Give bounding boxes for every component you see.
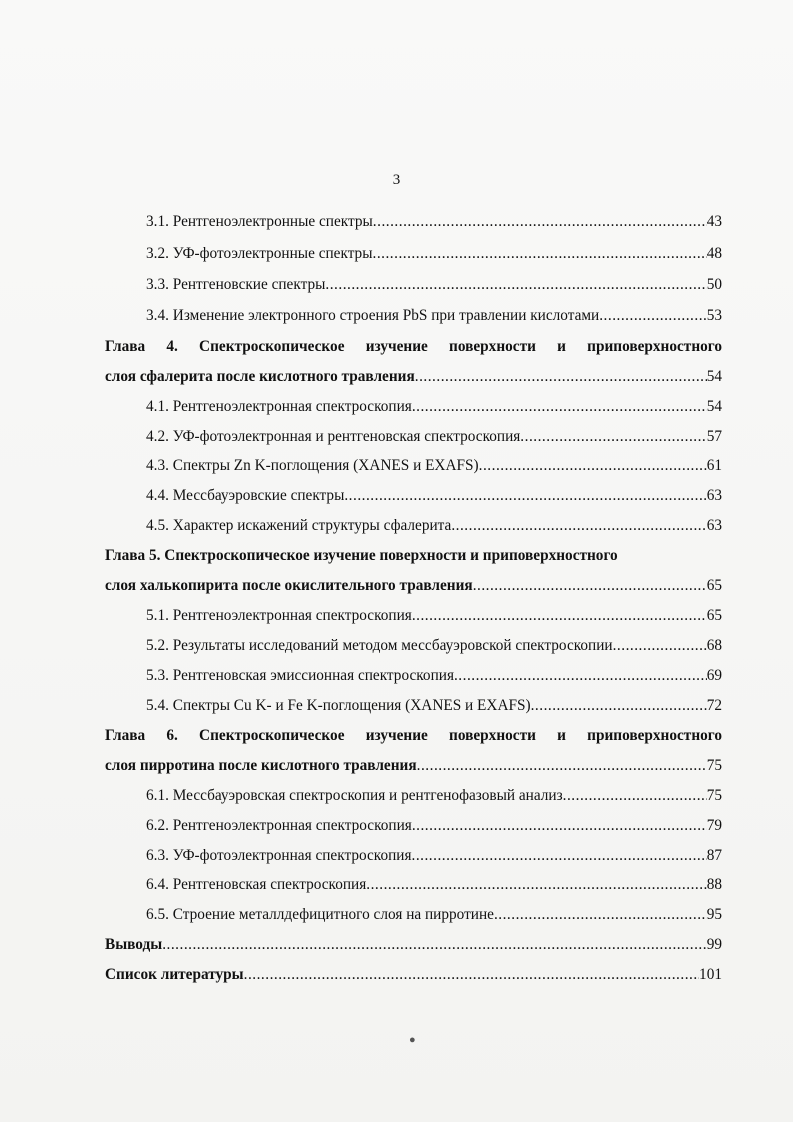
- toc-entry-label: слоя пирротина после кислотного травления: [105, 757, 417, 774]
- toc-entry-3-1[interactable]: [146, 210, 722, 234]
- toc-entry-page: 65: [706, 607, 722, 624]
- toc-entry-conclusions[interactable]: [105, 933, 722, 957]
- toc-entry-6-3[interactable]: [146, 844, 722, 868]
- toc-entry-page: 63: [706, 487, 722, 504]
- toc-entry-label: 6.5. Строение металлдефицитного слоя на пирротине: [146, 906, 494, 923]
- chapter-6-title-line1[interactable]: Глава 6. Спектроскопическое изучение поверхности и приповерхностного: [105, 727, 722, 744]
- toc-entry-3-4[interactable]: [146, 304, 722, 328]
- toc-entry-page: 65: [706, 577, 722, 594]
- toc-entry-3-3[interactable]: [146, 273, 722, 297]
- toc-entry-page: 75: [706, 757, 722, 774]
- chapter-4-title-line1[interactable]: Глава 4. Спектроскопическое изучение поверхности и приповерхностного: [105, 338, 722, 355]
- toc-entry-label: Список литературы: [105, 966, 244, 983]
- toc-entry-label: 3.3. Рентгеновские спектры: [146, 276, 326, 293]
- toc-entry-page: 72: [706, 697, 722, 714]
- scan-mark-icon: ●: [409, 1034, 416, 1046]
- toc-entry-label: 4.3. Спектры Zn K-поглощения (XANES и EXAFS): [146, 457, 479, 474]
- toc-entry-label: 6.1. Мессбауэровская спектроскопия и рентгенофазовый анализ: [146, 787, 563, 804]
- toc-entry-4-4[interactable]: [146, 484, 722, 508]
- toc-entry-label: 5.2. Результаты исследований методом мессбауэровской спектроскопии: [146, 637, 613, 654]
- chapter-4-title-line2[interactable]: [105, 365, 722, 389]
- toc-entry-6-5[interactable]: [146, 903, 722, 927]
- toc-entry-page: 54: [706, 398, 722, 415]
- toc-entry-page: 88: [706, 876, 722, 893]
- toc-entry-label: 3.1. Рентгеноэлектронные спектры: [146, 213, 373, 230]
- toc-entry-page: 57: [706, 428, 722, 445]
- toc-entry-5-4[interactable]: [146, 694, 722, 718]
- toc-entry-label: 6.3. УФ-фотоэлектронная спектроскопия: [146, 847, 412, 864]
- toc-entry-page: 79: [706, 817, 722, 834]
- toc-entry-6-4[interactable]: [146, 873, 722, 897]
- toc-entry-5-2[interactable]: [146, 634, 722, 658]
- toc-entry-label: 4.4. Мессбауэровские спектры: [146, 487, 345, 504]
- toc-entry-label: 3.4. Изменение электронного строения PbS при травлении кислотами: [146, 307, 600, 324]
- chapter-5-title-line1[interactable]: Глава 5. Спектроскопическое изучение поверхности и приповерхностного: [105, 547, 618, 564]
- toc-entry-page: 61: [706, 457, 722, 474]
- toc-entry-label: 4.1. Рентгеноэлектронная спектроскопия: [146, 398, 412, 415]
- toc-entry-6-2[interactable]: [146, 814, 722, 838]
- toc-entry-label: 5.4. Спектры Cu K- и Fe K-поглощения (XANES и EXAFS): [146, 697, 531, 714]
- toc-entry-label: 3.2. УФ-фотоэлектронные спектры: [146, 245, 373, 262]
- toc-entry-label: 5.3. Рентгеновская эмиссионная спектроскопия: [146, 667, 454, 684]
- toc-entry-5-3[interactable]: [146, 664, 722, 688]
- toc-entry-label: 4.2. УФ-фотоэлектронная и рентгеновская спектроскопия: [146, 428, 521, 445]
- toc-entry-3-2[interactable]: [146, 242, 722, 266]
- toc-entry-page: 43: [706, 213, 722, 230]
- toc-entry-label: 5.1. Рентгеноэлектронная спектроскопия: [146, 607, 412, 624]
- toc-entry-4-3[interactable]: [146, 454, 722, 478]
- toc-entry-label: Выводы: [105, 936, 163, 953]
- chapter-5-title-line2[interactable]: [105, 574, 722, 598]
- toc-entry-page: 95: [706, 906, 722, 923]
- toc-entry-label: 6.4. Рентгеновская спектроскопия: [146, 876, 367, 893]
- toc-entry-page: 50: [706, 276, 722, 293]
- toc-entry-page: 75: [706, 787, 722, 804]
- toc-entry-label: слоя халькопирита после окислительного травления: [105, 577, 473, 594]
- toc-entry-page: 87: [706, 847, 722, 864]
- page-number: 3: [392, 172, 401, 188]
- toc-entry-4-1[interactable]: [146, 395, 722, 419]
- toc-entry-page: 53: [706, 307, 722, 324]
- toc-entry-4-2[interactable]: [146, 425, 722, 449]
- toc-entry-page: 99: [706, 936, 722, 953]
- toc-entry-4-5[interactable]: [146, 514, 722, 538]
- chapter-6-title-line2[interactable]: [105, 754, 722, 778]
- toc-entry-page: 68: [706, 637, 722, 654]
- toc-entry-page: 48: [706, 245, 722, 262]
- toc-entry-label: слоя сфалерита после кислотного травления: [105, 368, 415, 385]
- toc-entry-5-1[interactable]: [146, 604, 722, 628]
- toc-entry-references[interactable]: [105, 963, 722, 987]
- toc-entry-page: 101: [699, 966, 722, 983]
- toc-entry-label: 4.5. Характер искажений структуры сфалерита: [146, 517, 452, 534]
- toc-entry-page: 54: [706, 368, 722, 385]
- toc-entry-6-1[interactable]: [146, 784, 722, 808]
- toc-entry-page: 63: [706, 517, 722, 534]
- toc-entry-label: 6.2. Рентгеноэлектронная спектроскопия: [146, 817, 412, 834]
- toc-entry-page: 69: [706, 667, 722, 684]
